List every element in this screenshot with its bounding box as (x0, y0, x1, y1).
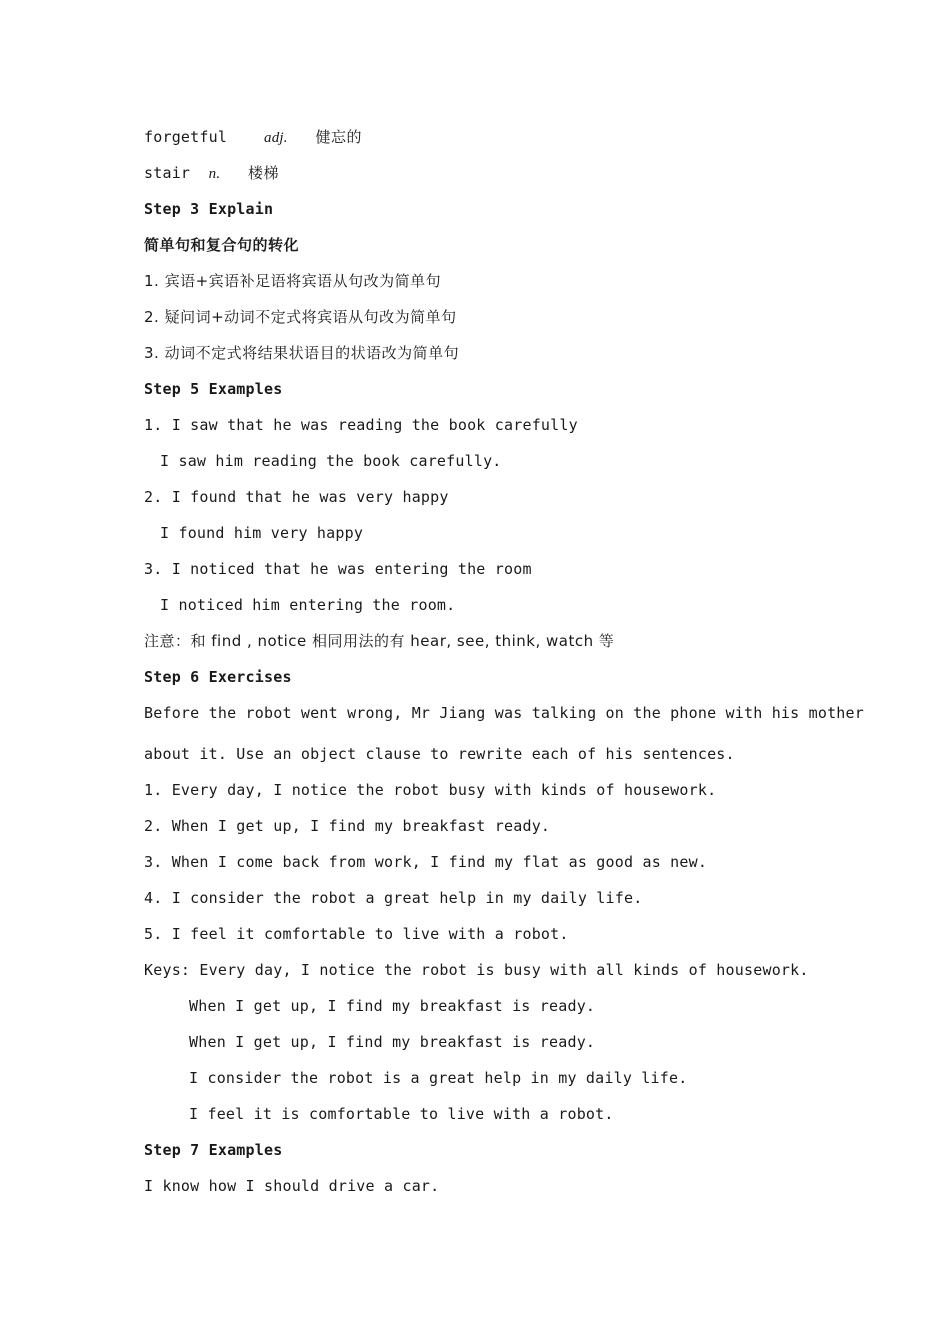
step5-example-rewrite: I saw him reading the book carefully. (160, 452, 502, 470)
vocab-entry-forgetful (144, 127, 362, 148)
step3-subheading: 简单句和复合句的转化 (144, 236, 300, 254)
step3-heading: Step 3 Explain (144, 200, 274, 218)
vocab-entry-stair (144, 163, 279, 184)
step5-example-original: 1. I saw that he was reading the book carefully (144, 416, 578, 434)
step6-key: I feel it is comfortable to live with a robot. (189, 1105, 614, 1123)
step6-keys: Keys: Every day, I notice the robot is busy with all kinds of housework. (144, 961, 809, 979)
step5-example-rewrite: I found him very happy (160, 524, 364, 542)
step3-item: 2. 疑问词+动词不定式将宾语从句改为简单句 (144, 308, 457, 326)
step7-heading: Step 7 Examples (144, 1141, 283, 1159)
vocab-meaning: 楼梯 (247, 164, 279, 182)
step5-note: 注意：和 find , notice 相同用法的有 hear, see, think, watch 等 (144, 632, 615, 650)
step6-intro: about it. Use an object clause to rewrite each of his sentences. (144, 745, 735, 763)
vocab-word: forgetful (144, 128, 228, 146)
step6-item: 2. When I get up, I find my breakfast ready. (144, 817, 551, 835)
step6-heading: Step 6 Exercises (144, 668, 292, 686)
step6-key: When I get up, I find my breakfast is ready. (189, 1033, 596, 1051)
step6-intro: Before the robot went wrong, Mr Jiang was talking on the phone with his mother (144, 704, 864, 722)
step3-item: 1. 宾语+宾语补足语将宾语从句改为简单句 (144, 272, 442, 290)
step6-item: 5. I feel it comfortable to live with a robot. (144, 925, 569, 943)
step5-example-original: 3. I noticed that he was entering the room (144, 560, 532, 578)
step6-item: 1. Every day, I notice the robot busy with kinds of housework. (144, 781, 717, 799)
step7-example: I know how I should drive a car. (144, 1177, 440, 1195)
step5-heading: Step 5 Examples (144, 380, 283, 398)
step3-item: 3. 动词不定式将结果状语目的状语改为简单句 (144, 344, 460, 362)
vocab-pos: n. (208, 166, 221, 182)
step6-key: I consider the robot is a great help in my daily life. (189, 1069, 688, 1087)
step6-item: 3. When I come back from work, I find my flat as good as new. (144, 853, 708, 871)
vocab-word: stair (144, 164, 191, 182)
step6-item: 4. I consider the robot a great help in my daily life. (144, 889, 643, 907)
vocab-pos: adj. (264, 130, 288, 146)
step6-key: When I get up, I find my breakfast is ready. (189, 997, 596, 1015)
vocab-meaning: 健忘的 (315, 128, 362, 146)
step5-example-original: 2. I found that he was very happy (144, 488, 449, 506)
step5-example-rewrite: I noticed him entering the room. (160, 596, 456, 614)
